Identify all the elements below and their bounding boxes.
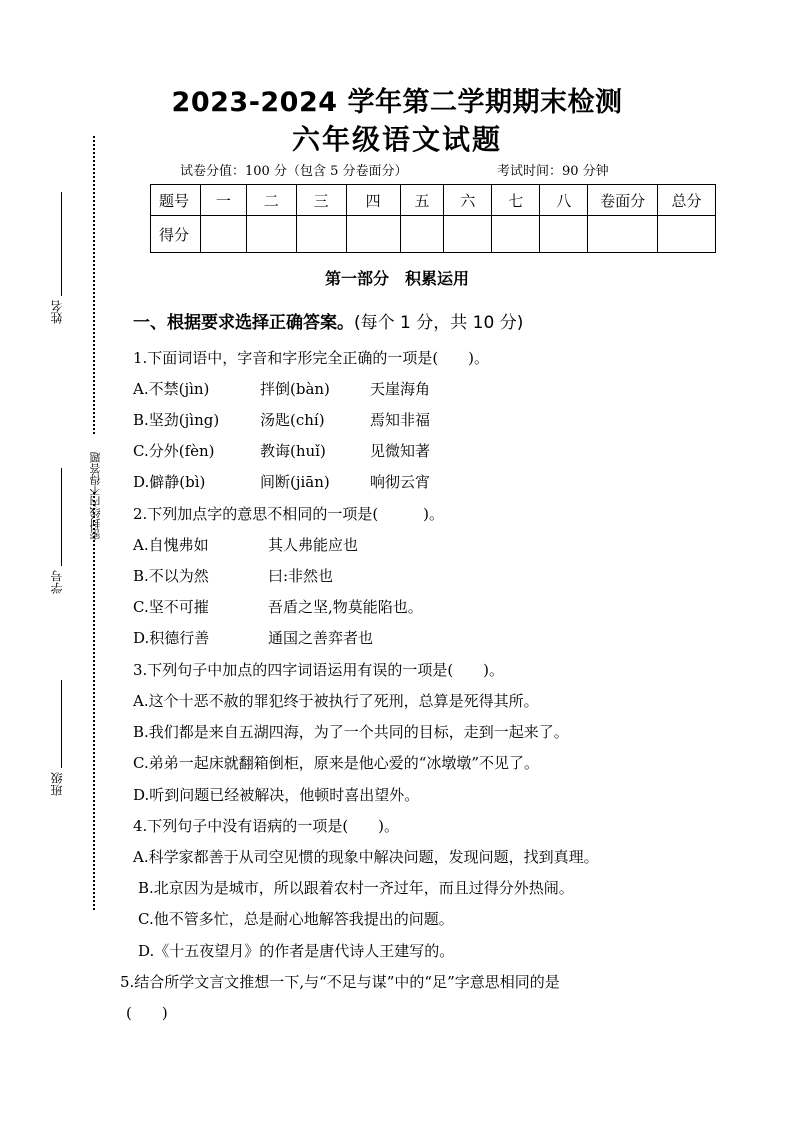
question-1-option-c[interactable] [133, 440, 633, 461]
option-classical-text: 通国之善弈者也 [268, 629, 374, 647]
question-4-option-c[interactable]: C.他不管多忙，总是耐心地解答我提出的问题。 [138, 910, 454, 928]
seal-line-notice: 密封线内不得答题 [89, 452, 102, 540]
score-entry-cell[interactable] [246, 216, 296, 253]
part-title: 第一部分 积累运用 [324, 269, 469, 288]
score-entry-cell[interactable] [200, 216, 246, 253]
option-classical-text: 曰:非然也 [268, 567, 334, 585]
score-entry-cell[interactable] [658, 216, 716, 253]
option-word-2: 间断(jiān) [260, 473, 330, 491]
question-4-stem: 4.下列句子中没有语病的一项是( )。 [133, 817, 400, 835]
class-blank-line [61, 680, 62, 768]
score-info: 试卷分值：100 分（包含 5 分卷面分） [180, 164, 408, 179]
question-4-option-d[interactable]: D.《十五夜望月》的作者是唐代诗人王建写的。 [138, 942, 455, 960]
score-table-cell: 题号 [151, 185, 201, 216]
exam-title: 2023-2024 学年第二学期期末检测 [171, 87, 623, 118]
question-3-stem: 3.下列句子中加点的四字词语运用有误的一项是( )。 [133, 661, 505, 679]
time-info: 考试时间：90 分钟 [497, 164, 609, 179]
question-4-option-a[interactable]: A.科学家都善于从司空见惯的现象中解决问题，发现问题，找到真理。 [133, 848, 599, 866]
score-entry-cell[interactable] [346, 216, 400, 253]
score-entry-cell[interactable] [492, 216, 540, 253]
question-1-stem: 1.下面词语中，字音和字形完全正确的一项是( )。 [133, 349, 490, 367]
option-word-1: C.分外(fèn) [133, 442, 215, 460]
option-word-3: 天崖海角 [370, 380, 431, 398]
option-word-2: 拌倒(bàn) [260, 380, 330, 398]
score-table-cell: 四 [346, 185, 400, 216]
score-table-cell: 一 [200, 185, 246, 216]
option-word-3: 焉知非福 [370, 411, 431, 429]
option-word-1: B.坚劲(jìng) [133, 411, 220, 429]
section-title-text: 一、根据要求选择正确答案。 [133, 313, 354, 333]
score-table-cell: 二 [246, 185, 296, 216]
score-row-label: 得分 [151, 216, 201, 253]
question-2-stem: 2.下列加点字的意思不相同的一项是( )。 [133, 505, 445, 523]
question-3-option-b[interactable]: B.我们都是来自五湖四海，为了一个共同的目标，走到一起来了。 [133, 723, 569, 741]
student-id-blank-line [61, 468, 62, 566]
question-2-option-a[interactable] [133, 534, 633, 555]
option-phrase: C.坚不可摧 [133, 598, 209, 616]
option-word-2: 教诲(huǐ) [260, 442, 326, 460]
score-table-score-row [151, 216, 716, 253]
option-phrase: D.积德行善 [133, 629, 210, 647]
score-entry-cell[interactable] [444, 216, 492, 253]
score-entry-cell[interactable] [296, 216, 346, 253]
option-word-1: D.僻静(bì) [133, 473, 206, 491]
score-entry-cell[interactable] [400, 216, 444, 253]
score-table [150, 184, 716, 253]
score-table-cell: 三 [296, 185, 346, 216]
option-phrase: A.自愧弗如 [133, 536, 209, 554]
option-phrase: B.不以为然 [133, 567, 209, 585]
question-5-stem: 5.结合所学文言文推想一下,与“不足与谋”中的“足”字意思相同的是 [120, 973, 560, 991]
question-3-option-c[interactable]: C.弟弟一起床就翻箱倒柜，原来是他心爱的“冰墩墩”不见了。 [133, 754, 540, 772]
option-word-1: A.不禁(jìn) [133, 380, 210, 398]
score-table-cell: 卷面分 [588, 185, 658, 216]
question-4-option-b[interactable]: B.北京因为是城市，所以跟着农村一齐过年，而且过得分外热闹。 [138, 879, 574, 897]
exam-subtitle: 六年级语文试题 [291, 123, 502, 156]
question-2-option-d[interactable] [133, 627, 633, 648]
option-word-2: 汤匙(chí) [260, 411, 325, 429]
question-2-option-c[interactable] [133, 596, 633, 617]
section-score-note: (每个 1 分，共 10 分) [354, 313, 524, 333]
binding-dotted-line-bottom [93, 492, 95, 910]
option-word-3: 见微知著 [370, 442, 431, 460]
score-table-cell: 六 [444, 185, 492, 216]
question-1-option-d[interactable] [133, 471, 633, 492]
name-label: 姓名 [50, 300, 64, 324]
question-1-option-a[interactable] [133, 378, 633, 399]
question-2-option-b[interactable] [133, 565, 633, 586]
question-5-answer-blank[interactable]: ( ) [126, 1004, 168, 1022]
option-word-3: 响彻云宵 [370, 473, 431, 491]
section-title [133, 308, 523, 333]
score-table-cell: 八 [540, 185, 588, 216]
question-3-option-a[interactable]: A.这个十恶不赦的罪犯终于被执行了死刑，总算是死得其所。 [133, 692, 539, 710]
class-label: 班级 [50, 772, 64, 796]
option-classical-text: 吾盾之坚,物莫能陷也。 [268, 598, 423, 616]
score-table-cell: 七 [492, 185, 540, 216]
score-entry-cell[interactable] [540, 216, 588, 253]
question-3-option-d[interactable]: D.听到问题已经被解决，他顿时喜出望外。 [133, 786, 420, 804]
score-table-header-row [151, 185, 716, 216]
student-id-label: 学号 [50, 570, 64, 594]
score-table-cell: 总分 [658, 185, 716, 216]
score-entry-cell[interactable] [588, 216, 658, 253]
question-1-option-b[interactable] [133, 409, 633, 430]
option-classical-text: 其人弗能应也 [268, 536, 359, 554]
score-table-cell: 五 [400, 185, 444, 216]
